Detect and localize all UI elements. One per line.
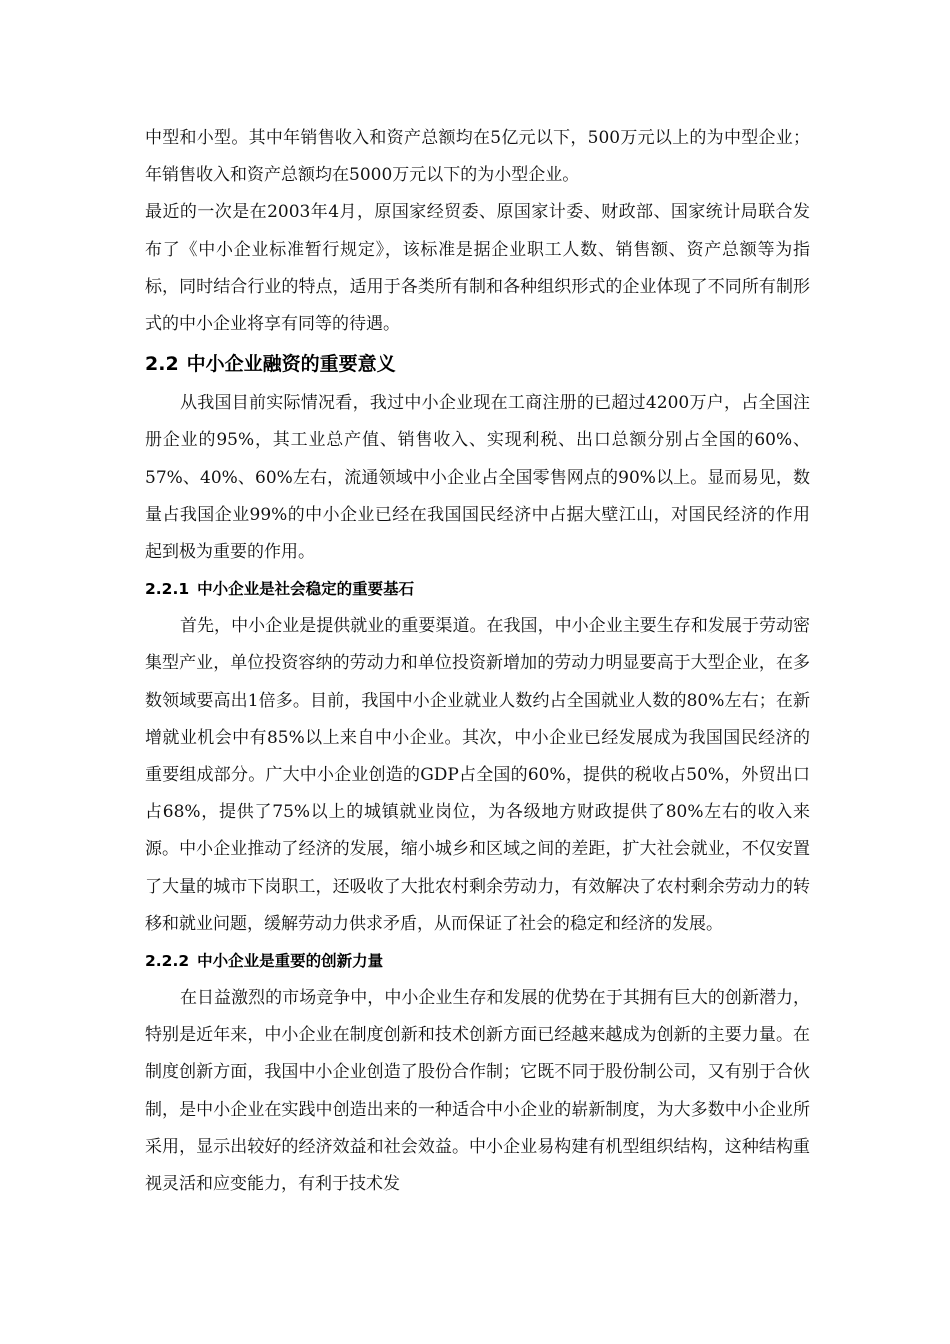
section-title: 中小企业融资的重要意义 [186, 353, 396, 376]
paragraph-innovation: 在日益激烈的市场竞争中，中小企业生存和发展的优势在于其拥有巨大的创新潜力，特别是近年来，中小企业在制度创新和技术创新方面已经越来越成为创新的主要力量。在制度创新方面，我国中小企业创造了股份合作制；它既不同于股份制公司，又有别于合伙制，是中小企业在实践中创造出来的一种适合中小企业的崭新制度，为大多数中小企业所采用，显示出较好的经济效益和社会效益。中小企业易构建有机型组织结构，这种结构重视灵活和应变能力，有利于技术发 [145, 988, 810, 1195]
paragraph-social-stability: 首先，中小企业是提供就业的重要渠道。在我国，中小企业主要生存和发展于劳动密集型产业，单位投资容纳的劳动力和单位投资新增加的劳动力明显要高于大型企业，在多数领域要高出1倍多。目前，我国中小企业就业人数约占全国就业人数的80%左右；在新增就业机会中有85%以上来自中小企业。其次，中小企业已经发展成为我国国民经济的重要组成部分。广大中小企业创造的GDP占全国的60%，提供的税收占50%，外贸出口占68%，提供了75%以上的城镇就业岗位，为各级地方财政提供了80%左右的收入来源。中小企业推动了经济的发展，缩小城乡和区域之间的差距，扩大社会就业，不仅安置了大量的城市下岗职工，还吸收了大批农村剩余劳动力，有效解决了农村剩余劳动力的转移和就业问题，缓解劳动力供求矛盾，从而保证了社会的稳定和经济的发展。 [145, 616, 810, 934]
section-number: 2.2.2 [145, 952, 190, 971]
paragraph-2003-standard: 最近的一次是在2003年4月，原国家经贸委、原国家计委、财政部、国家统计局联合发布了《中小企业标准暂行规定》，该标准是据企业职工人数、销售额、资产总额等为指标，同时结合行业的特点，适用于各类所有制和各种组织形式的企业体现了不同所有制形式的中小企业将享有同等的待遇。 [145, 202, 810, 335]
paragraph-size-classification-continued: 中型和小型。其中年销售收入和资产总额均在5亿元以下，500万元以上的为中型企业；年销售收入和资产总额均在5000万元以下的为小型企业。 [145, 128, 810, 186]
section-title: 中小企业是社会稳定的重要基石 [197, 580, 415, 599]
section-heading-2-2 [145, 343, 810, 385]
paragraph-importance-overview: 从我国目前实际情况看，我过中小企业现在工商注册的已超过4200万户，占全国注册企业的95%，其工业总产值、销售收入、实现利税、出口总额分别占全国的60%、57%、40%、60%左右，流通领域中小企业占全国零售网点的90%以上。显而易见，数量占我国企业99%的中小企业已经在我国国民经济中占据大壁江山，对国民经济的作用起到极为重要的作用。 [145, 393, 810, 563]
section-heading-2-2-1 [145, 571, 810, 608]
section-number: 2.2.1 [145, 580, 190, 599]
section-number: 2.2 [145, 353, 179, 376]
body-text [145, 120, 810, 1203]
section-heading-2-2-2 [145, 943, 810, 980]
section-title: 中小企业是重要的创新力量 [197, 952, 384, 971]
